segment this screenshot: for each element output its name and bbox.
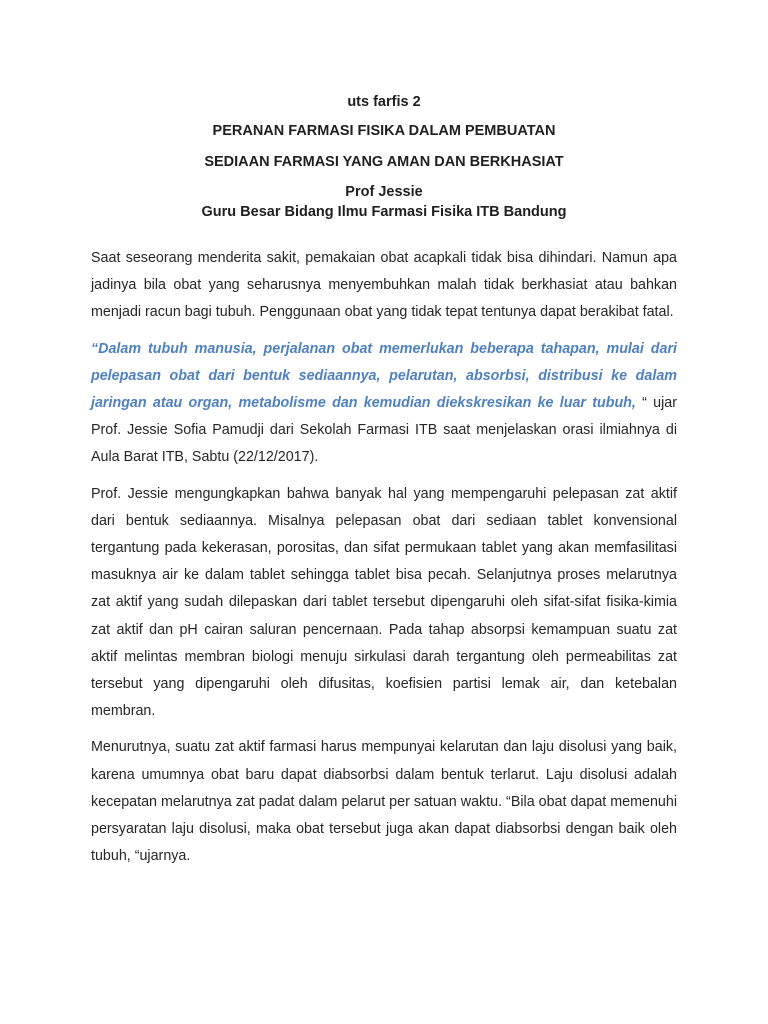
- title-line-2: SEDIAAN FARMASI YANG AMAN DAN BERKHASIAT: [204, 154, 564, 170]
- quote-attribution: “ ujar Prof. Jessie Sofia Pamudji dari Sekolah Farmasi ITB saat menjelaskan orasi ilmiahnya di Aula Barat ITB, Sabtu (22/12/2017).: [91, 395, 677, 466]
- article-body: [91, 245, 677, 879]
- paragraph-intro: Saat seseorang menderita sakit, pemakaian obat acapkali tidak bisa dihindari. Namun apa jadinya bila obat yang seharusnya menyembuhkan malah tidak berkhasiat atau bahkan menjadi racun bagi tubuh. Penggunaan obat yang tidak tepat tentunya dapat berakibat fatal.: [91, 250, 677, 321]
- highlighted-quote: “Dalam tubuh manusia, perjalanan obat memerlukan beberapa tahapan, mulai dari pelepasan obat dari bentuk sediaannya, pelarutan, absorbsi, distribusi ke dalam jaringan atau organ, metabolisme dan kemudian diekskresikan ke luar tubuh,: [91, 340, 677, 412]
- paragraph-dissolution: Menurutnya, suatu zat aktif farmasi harus mempunyai kelarutan dan laju disolusi yang baik, karena umumnya obat baru dapat diabsorbsi dalam bentuk terlarut. Laju disolusi adalah kecepatan melarutnya zat padat dalam pelarut per satuan waktu. “Bila obat dapat memenuhi persyaratan laju disolusi, maka obat tersebut juga akan dapat diabsorbsi dengan baik oleh tubuh, “ujarnya.: [91, 739, 677, 865]
- paragraph-release-factors: Prof. Jessie mengungkapkan bahwa banyak hal yang mempengaruhi pelepasan zat aktif dari bentuk sediaannya. Misalnya pelepasan obat dari sediaan tablet konvensional tergantung pada kekerasan, porositas, dan sifat permukaan tablet yang akan memfasilitasi masuknya air ke dalam tablet sehingga tablet bisa pecah. Selanjutnya proses melarutnya zat aktif yang sudah dilepaskan dari tablet tersebut dipengaruhi oleh sifat-sifat fisika-kimia zat aktif dan pH cairan saluran pencernaan. Pada tahap absorpsi kemampuan suatu zat aktif melintas membran biologi menuju sirkulasi darah tergantung oleh permeabilitas zat tersebut yang dipengaruhi oleh difusitas, koefisien partisi lemak air, dan ketebalan membran.: [91, 485, 677, 720]
- document-code: uts farfis 2: [347, 94, 421, 110]
- author-name: Prof Jessie: [345, 184, 423, 200]
- title-line-1: PERANAN FARMASI FISIKA DALAM PEMBUATAN: [212, 123, 556, 139]
- paragraph-quote: [91, 336, 677, 472]
- author-affiliation: Guru Besar Bidang Ilmu Farmasi Fisika ITB Bandung: [201, 204, 567, 220]
